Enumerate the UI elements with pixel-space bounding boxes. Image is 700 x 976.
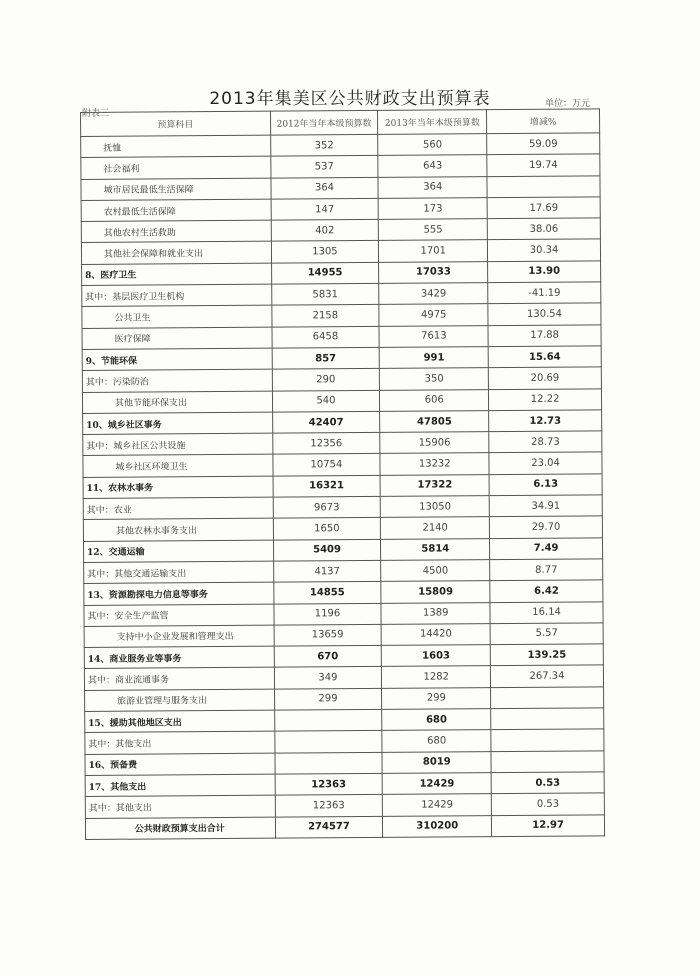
row-name: 其中：其他支出 bbox=[85, 731, 275, 754]
value-2012: 12363 bbox=[275, 773, 383, 795]
row-name: 10、城乡社区事务 bbox=[83, 412, 273, 435]
change-percent: 8.77 bbox=[490, 559, 603, 581]
value-2012: 9673 bbox=[273, 496, 381, 518]
value-2013: 173 bbox=[378, 198, 487, 220]
unit-label: 单位：万元 bbox=[545, 99, 591, 109]
value-2013: 3429 bbox=[379, 283, 488, 305]
value-2012: 14855 bbox=[273, 582, 381, 604]
change-percent: 16.14 bbox=[490, 601, 603, 623]
value-2013: 560 bbox=[378, 134, 487, 156]
value-2013: 14420 bbox=[381, 623, 490, 645]
change-percent bbox=[491, 729, 604, 751]
change-percent: 38.06 bbox=[487, 218, 600, 240]
row-name: 抚恤 bbox=[81, 135, 271, 158]
change-percent: 28.73 bbox=[489, 431, 602, 453]
value-2013: 606 bbox=[380, 389, 489, 411]
header-2012: 2012年当年本级预算数 bbox=[270, 110, 378, 135]
row-name: 公共财政预算支出合计 bbox=[85, 817, 275, 840]
row-name: 其中：农业 bbox=[83, 497, 273, 520]
row-name: 其他农村生活救助 bbox=[81, 220, 271, 243]
value-2012: 670 bbox=[274, 646, 382, 668]
change-percent: 0.53 bbox=[491, 793, 604, 815]
row-name: 旅游业管理与服务支出 bbox=[85, 689, 275, 712]
value-2012: 42407 bbox=[272, 411, 380, 433]
value-2013: 4975 bbox=[379, 304, 488, 326]
value-2013: 17322 bbox=[380, 474, 489, 496]
row-name: 支持中小企业发展和管理支出 bbox=[84, 625, 274, 648]
row-name: 其他节能环保支出 bbox=[82, 391, 272, 414]
value-2012 bbox=[274, 709, 382, 731]
value-2013: 310200 bbox=[383, 815, 492, 837]
value-2013: 991 bbox=[380, 347, 489, 369]
value-2013: 7613 bbox=[379, 325, 488, 347]
row-name: 其中：污染防治 bbox=[82, 369, 272, 392]
change-percent: -41.19 bbox=[488, 282, 601, 304]
value-2013: 1603 bbox=[382, 645, 491, 667]
row-name: 农村最低生活保障 bbox=[81, 199, 271, 222]
value-2013: 680 bbox=[382, 709, 491, 731]
value-2012: 6458 bbox=[272, 326, 380, 348]
table-header-row bbox=[81, 109, 600, 137]
change-percent: 17.69 bbox=[487, 197, 600, 219]
change-percent: 34.91 bbox=[489, 495, 602, 517]
row-name: 其中：其他交通运输支出 bbox=[84, 561, 274, 584]
row-name: 8、医疗卫生 bbox=[82, 263, 272, 286]
row-name: 其他农林水事务支出 bbox=[83, 519, 273, 542]
value-2012: 147 bbox=[271, 198, 379, 220]
header-item: 预算科目 bbox=[81, 111, 271, 136]
value-2012: 2158 bbox=[271, 305, 379, 327]
value-2012: 1196 bbox=[273, 603, 381, 625]
value-2012: 5831 bbox=[271, 283, 379, 305]
value-2012: 402 bbox=[271, 220, 379, 242]
value-2013: 2140 bbox=[381, 517, 490, 539]
value-2013: 13232 bbox=[380, 453, 489, 475]
change-percent: 12.73 bbox=[489, 410, 602, 432]
row-name: 公共卫生 bbox=[82, 306, 272, 329]
value-2012: 12356 bbox=[272, 433, 380, 455]
value-2013: 12429 bbox=[382, 773, 491, 795]
row-name: 其中：基层医疗卫生机构 bbox=[82, 284, 272, 307]
row-name: 城乡社区环境卫生 bbox=[83, 455, 273, 478]
change-percent bbox=[487, 175, 600, 197]
value-2013: 13050 bbox=[381, 496, 490, 518]
value-2012: 290 bbox=[272, 369, 380, 391]
value-2012: 537 bbox=[270, 156, 378, 178]
change-percent: 267.34 bbox=[491, 665, 604, 687]
value-2012: 16321 bbox=[273, 475, 381, 497]
value-2013: 1389 bbox=[381, 602, 490, 624]
value-2012: 540 bbox=[272, 390, 380, 412]
change-percent: 6.42 bbox=[490, 580, 603, 602]
row-name: 其中：安全生产监管 bbox=[84, 604, 274, 627]
value-2012 bbox=[274, 731, 382, 753]
value-2013: 8019 bbox=[382, 751, 491, 773]
row-name: 16、预备费 bbox=[85, 753, 275, 776]
header-change: 增减% bbox=[487, 109, 600, 134]
change-percent: 12.22 bbox=[489, 388, 602, 410]
header-2013: 2013年当年本级预算数 bbox=[378, 110, 487, 135]
value-2012: 1305 bbox=[271, 241, 379, 263]
change-percent: 130.54 bbox=[488, 303, 601, 325]
change-percent: 12.97 bbox=[492, 814, 605, 836]
row-name: 城市居民最低生活保障 bbox=[81, 178, 271, 201]
value-2013: 47805 bbox=[380, 411, 489, 433]
row-name: 15、援助其他地区支出 bbox=[85, 710, 275, 733]
value-2012: 349 bbox=[274, 667, 382, 689]
change-percent: 29.70 bbox=[490, 516, 603, 538]
row-name: 其中：城乡社区公共设施 bbox=[83, 433, 273, 456]
annex-label: 附表三 bbox=[82, 109, 110, 119]
change-percent: 139.25 bbox=[490, 644, 603, 666]
value-2013: 555 bbox=[379, 219, 488, 241]
value-2012: 13659 bbox=[274, 624, 382, 646]
value-2013: 680 bbox=[382, 730, 491, 752]
change-percent: 17.88 bbox=[488, 325, 601, 347]
value-2013: 5814 bbox=[381, 538, 490, 560]
change-percent bbox=[491, 687, 604, 709]
row-name: 其他社会保障和就业支出 bbox=[81, 242, 271, 265]
value-2013: 12429 bbox=[383, 794, 492, 816]
row-name: 13、资源勘探电力信息等事务 bbox=[84, 582, 274, 605]
change-percent: 59.09 bbox=[487, 133, 600, 155]
value-2012: 274577 bbox=[275, 816, 383, 838]
value-2012 bbox=[275, 752, 383, 774]
value-2012: 14955 bbox=[271, 262, 379, 284]
change-percent: 7.49 bbox=[490, 538, 603, 560]
change-percent: 15.64 bbox=[488, 346, 601, 368]
value-2012: 4137 bbox=[273, 560, 381, 582]
value-2013: 1282 bbox=[382, 666, 491, 688]
row-name: 14、商业服务业等事务 bbox=[84, 646, 274, 669]
row-name: 12、交通运输 bbox=[83, 540, 273, 563]
document-title: 2013年集美区公共财政支出预算表 bbox=[209, 89, 491, 109]
change-percent bbox=[491, 750, 604, 772]
value-2013: 4500 bbox=[381, 560, 490, 582]
value-2012: 299 bbox=[274, 688, 382, 710]
change-percent: 6.13 bbox=[489, 474, 602, 496]
row-name: 9、节能环保 bbox=[82, 348, 272, 371]
change-percent: 13.90 bbox=[488, 261, 601, 283]
change-percent: 23.04 bbox=[489, 452, 602, 474]
value-2013: 350 bbox=[380, 368, 489, 390]
change-percent: 30.34 bbox=[488, 239, 601, 261]
value-2013: 1701 bbox=[379, 240, 488, 262]
value-2013: 364 bbox=[378, 176, 487, 198]
table-row bbox=[85, 814, 604, 839]
row-name: 医疗保障 bbox=[82, 327, 272, 350]
budget-table bbox=[80, 108, 605, 839]
value-2013: 643 bbox=[378, 155, 487, 177]
change-percent: 19.74 bbox=[487, 154, 600, 176]
value-2012: 352 bbox=[270, 134, 378, 156]
value-2012: 364 bbox=[271, 177, 379, 199]
value-2013: 17033 bbox=[379, 261, 488, 283]
change-percent bbox=[491, 708, 604, 730]
value-2012: 857 bbox=[272, 347, 380, 369]
value-2012: 10754 bbox=[272, 454, 380, 476]
value-2012: 12363 bbox=[275, 795, 383, 817]
row-name: 社会福利 bbox=[81, 156, 271, 179]
value-2013: 15906 bbox=[380, 432, 489, 454]
change-percent: 5.57 bbox=[490, 623, 603, 645]
value-2013: 299 bbox=[382, 687, 491, 709]
value-2013: 15809 bbox=[381, 581, 490, 603]
row-name: 其中：其他支出 bbox=[85, 795, 275, 818]
row-name: 17、其他支出 bbox=[85, 774, 275, 797]
row-name: 其中：商业流通事务 bbox=[84, 668, 274, 691]
change-percent: 0.53 bbox=[491, 772, 604, 794]
value-2012: 1650 bbox=[273, 518, 381, 540]
row-name: 11、农林水事务 bbox=[83, 476, 273, 499]
value-2012: 5409 bbox=[273, 539, 381, 561]
change-percent: 20.69 bbox=[488, 367, 601, 389]
